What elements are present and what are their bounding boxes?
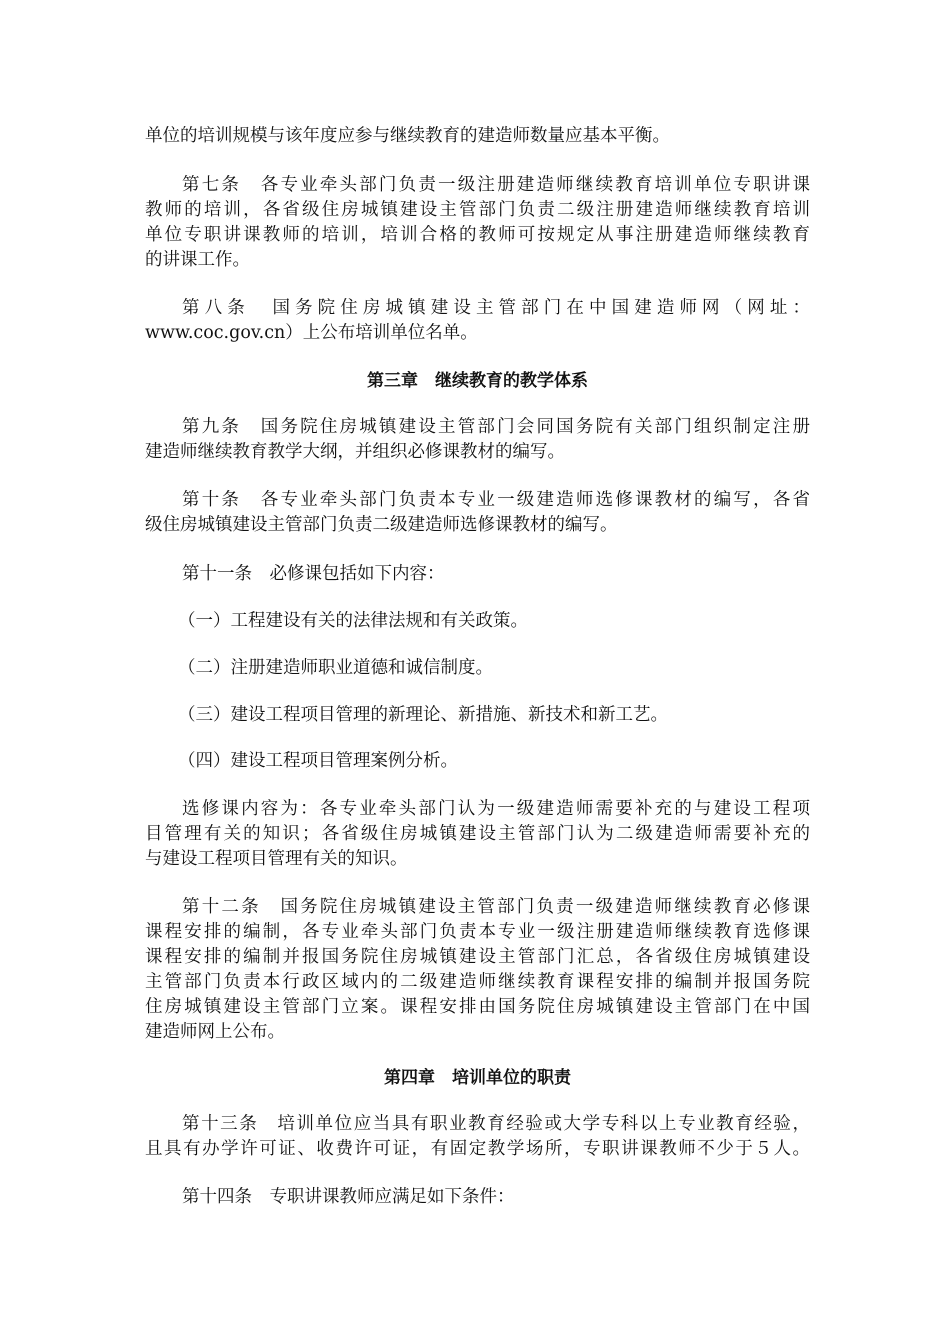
list-item: （四）建设工程项目管理案例分析。 bbox=[178, 751, 458, 771]
article-13-line: 且具有办学许可证、收费许可证，有固定教学场所，专职讲课教师不少于５人。 bbox=[145, 1139, 810, 1159]
article-12-line: 第十二条 国务院住房城镇建设主管部门负责一级建造师继续教育必修课 bbox=[182, 897, 810, 917]
article-12-line: 建造师网上公布。 bbox=[145, 1022, 285, 1042]
list-item: （二）注册建造师职业道德和诚信制度。 bbox=[178, 658, 493, 678]
list-item: （三）建设工程项目管理的新理论、新措施、新技术和新工艺。 bbox=[178, 705, 668, 725]
article-12-line: 住房城镇建设主管部门立案。课程安排由国务院住房城镇建设主管部门在中国 bbox=[145, 997, 810, 1017]
elective-line: 目管理有关的知识；各省级住房城镇建设主管部门认为二级建造师需要补充的 bbox=[145, 824, 810, 844]
article-14-line: 第十四条 专职讲课教师应满足如下条件： bbox=[182, 1187, 515, 1207]
chapter-4-heading: 第四章 培训单位的职责 bbox=[384, 1068, 571, 1088]
article-7-line: 第七条 各专业牵头部门负责一级注册建造师继续教育培训单位专职讲课 bbox=[182, 175, 810, 195]
article-12-line: 课程安排的编制并报国务院住房城镇建设主管部门汇总，各省级住房城镇建设 bbox=[145, 947, 810, 967]
elective-line: 与建设工程项目管理有关的知识。 bbox=[145, 849, 408, 869]
elective-line: 选修课内容为：各专业牵头部门认为一级建造师需要补充的与建设工程项 bbox=[182, 799, 810, 819]
chapter-3-heading: 第三章 继续教育的教学体系 bbox=[367, 371, 588, 391]
text-line: 单位的培训规模与该年度应参与继续教育的建造师数量应基本平衡。 bbox=[145, 126, 670, 146]
list-item: （一）工程建设有关的法律法规和有关政策。 bbox=[178, 611, 528, 631]
article-9-line: 建造师继续教育教学大纲，并组织必修课教材的编写。 bbox=[145, 442, 565, 462]
article-8-line: www.coc.gov.cn）上公布培训单位名单。 bbox=[145, 323, 478, 343]
article-12-line: 主管部门负责本行政区域内的二级建造师继续教育课程安排的编制并报国务院 bbox=[145, 972, 810, 992]
article-11-line: 第十一条 必修课包括如下内容： bbox=[182, 564, 445, 584]
article-7-line: 的讲课工作。 bbox=[145, 250, 250, 270]
article-7-line: 单位专职讲课教师的培训，培训合格的教师可按规定从事注册建造师继续教育 bbox=[145, 225, 810, 245]
article-13-line: 第十三条 培训单位应当具有职业教育经验或大学专科以上专业教育经验， bbox=[182, 1114, 810, 1134]
article-10-line: 第十条 各专业牵头部门负责本专业一级建造师选修课教材的编写，各省 bbox=[182, 490, 810, 510]
article-8-line: 第八条 国务院住房城镇建设主管部门在中国建造师网（网址： bbox=[182, 298, 810, 318]
article-10-line: 级住房城镇建设主管部门负责二级建造师选修课教材的编写。 bbox=[145, 515, 618, 535]
article-12-line: 课程安排的编制，各专业牵头部门负责本专业一级注册建造师继续教育选修课 bbox=[145, 922, 810, 942]
article-9-line: 第九条 国务院住房城镇建设主管部门会同国务院有关部门组织制定注册 bbox=[182, 417, 810, 437]
article-7-line: 教师的培训，各省级住房城镇建设主管部门负责二级注册建造师继续教育培训 bbox=[145, 200, 810, 220]
